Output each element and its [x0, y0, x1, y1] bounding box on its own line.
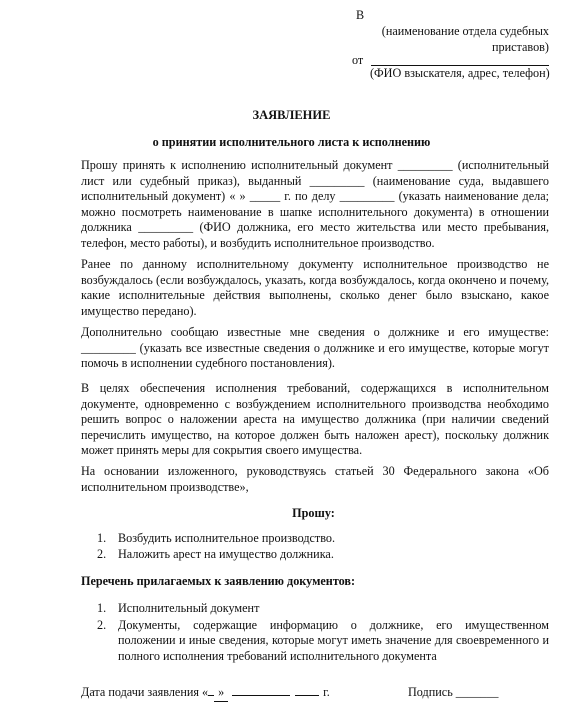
list-item-number: 2. [97, 617, 107, 632]
request-list [97, 531, 549, 562]
recipient-prefix: В [356, 8, 365, 22]
date-suffix: г. [323, 685, 330, 699]
applicant-prefix: от [352, 53, 364, 67]
list-item-number: 1. [97, 601, 107, 615]
list-item [97, 601, 549, 617]
department-caption [381, 24, 549, 55]
attachments-heading: Перечень прилагаемых к заявлению документов: [81, 574, 356, 588]
list-item [97, 547, 549, 563]
paragraph-request: Прошу принять к исполнению исполнительный документ _________ (исполнительный лист или судебный приказ), выданный _________ (наименование суда, выдавшего исполнительный документ) « » _____ г. по делу _________ (указать наименование дела; можно посмотреть наименование в шапке исполнительного документа) в отношении должника _________ (ФИО должника, его место жительства или место пребывания, телефон, место работы), и возбудить исполнительное производство. [81, 158, 549, 250]
attachments-list [97, 601, 549, 664]
list-item [97, 531, 549, 547]
applicant-caption: (ФИО взыскателя, адрес, телефон) [370, 66, 550, 80]
date-label: Дата подачи заявления « [81, 685, 209, 699]
paragraph-legal-basis: На основании изложенного, руководствуясь статьей 30 Федерального закона «Об исполнительном производстве», [81, 464, 549, 494]
request-heading: Прошу: [292, 506, 335, 520]
list-item [97, 618, 549, 665]
date-month-blank[interactable] [232, 695, 290, 696]
list-item-text: Возбудить исполнительное производство. [118, 531, 336, 545]
document-title: ЗАЯВЛЕНИЕ [252, 108, 331, 122]
date-mark: » [214, 685, 228, 702]
date-year-blank[interactable] [295, 695, 319, 696]
list-item-number: 1. [97, 531, 107, 545]
list-item-text: Документы, содержащие информацию о должнике, его имущественном положении и иные сведения, которые могут иметь значение для своевременного и полного исполнения требований исполнительного документа [118, 617, 549, 663]
signature-label: Подпись _______ [408, 685, 499, 699]
list-item-text: Исполнительный документ [118, 601, 260, 615]
list-item-number: 2. [97, 546, 107, 561]
paragraph-previous-proceedings: Ранее по данному исполнительному документу исполнительное производство не возбуждалось (если возбуждалось, указать, когда возбуждалось, когда окончено и почему, какие исполнительные действия выполнены, сколько денег было взыскано, какое имущество передано). [81, 257, 549, 318]
document-subtitle: о принятии исполнительного листа к исполнению [152, 135, 431, 149]
department-caption-line2: приставов) [491, 39, 549, 54]
department-caption-line1: (наименование отдела судебных [381, 24, 549, 38]
submission-date [81, 685, 330, 702]
list-item-text: Наложить арест на имущество должника. [118, 546, 334, 561]
paragraph-asset-seizure: В целях обеспечения исполнения требований, содержащихся в исполнительном документе, одновременно с возбуждением исполнительного производства необходимо решить вопрос о наложении ареста на имущество должника (при наличии сведений перечислить имущество, на которое должен быть наложен арест), поскольку должник может принять меры для сокрытия своего имущества. [81, 381, 549, 458]
paragraph-debtor-info: Дополнительно сообщаю известные мне сведения о должнике и его имуществе: _________ (указать все известные сведения о должнике и его имуществе, которые могут помочь в исполнении судебного постановления). [81, 325, 549, 371]
